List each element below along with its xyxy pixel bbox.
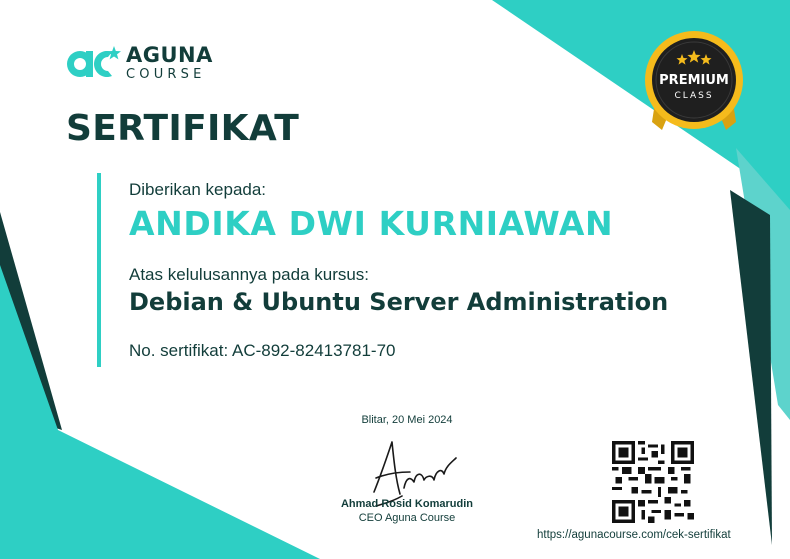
place-date: Blitar, 20 Mei 2024 [361,414,453,426]
certificate-title: SERTIFIKAT [66,108,300,149]
aguna-logo-icon [66,44,122,82]
brand-name: AGUNA [126,43,213,67]
brand-sub: COURSE [126,67,206,82]
signer-role: CEO Aguna Course [358,512,456,524]
badge-class-text: CLASS [674,91,714,101]
badge-premium-text: PREMIUM [659,73,729,88]
signer-name: Ahmad Rosid Komarudin [340,498,473,510]
course-name: Debian & Ubuntu Server Administration [129,288,669,316]
right-dark-stripe [730,190,772,545]
certificate-number: No. sertifikat: AC-892-82413781-70 [129,341,396,360]
verification-qr-code [612,441,694,523]
verification-url[interactable]: https://agunacourse.com/cek-sertifikat [537,529,731,541]
brand-logo [66,44,213,82]
premium-class-badge [640,28,748,140]
recipient-name: ANDIKA DWI KURNIAWAN [129,204,614,243]
course-label: Atas kelulusannya pada kursus: [129,265,370,284]
accent-bar [97,173,101,367]
given-to-label: Diberikan kepada: [129,180,267,199]
signature-block [340,414,474,524]
